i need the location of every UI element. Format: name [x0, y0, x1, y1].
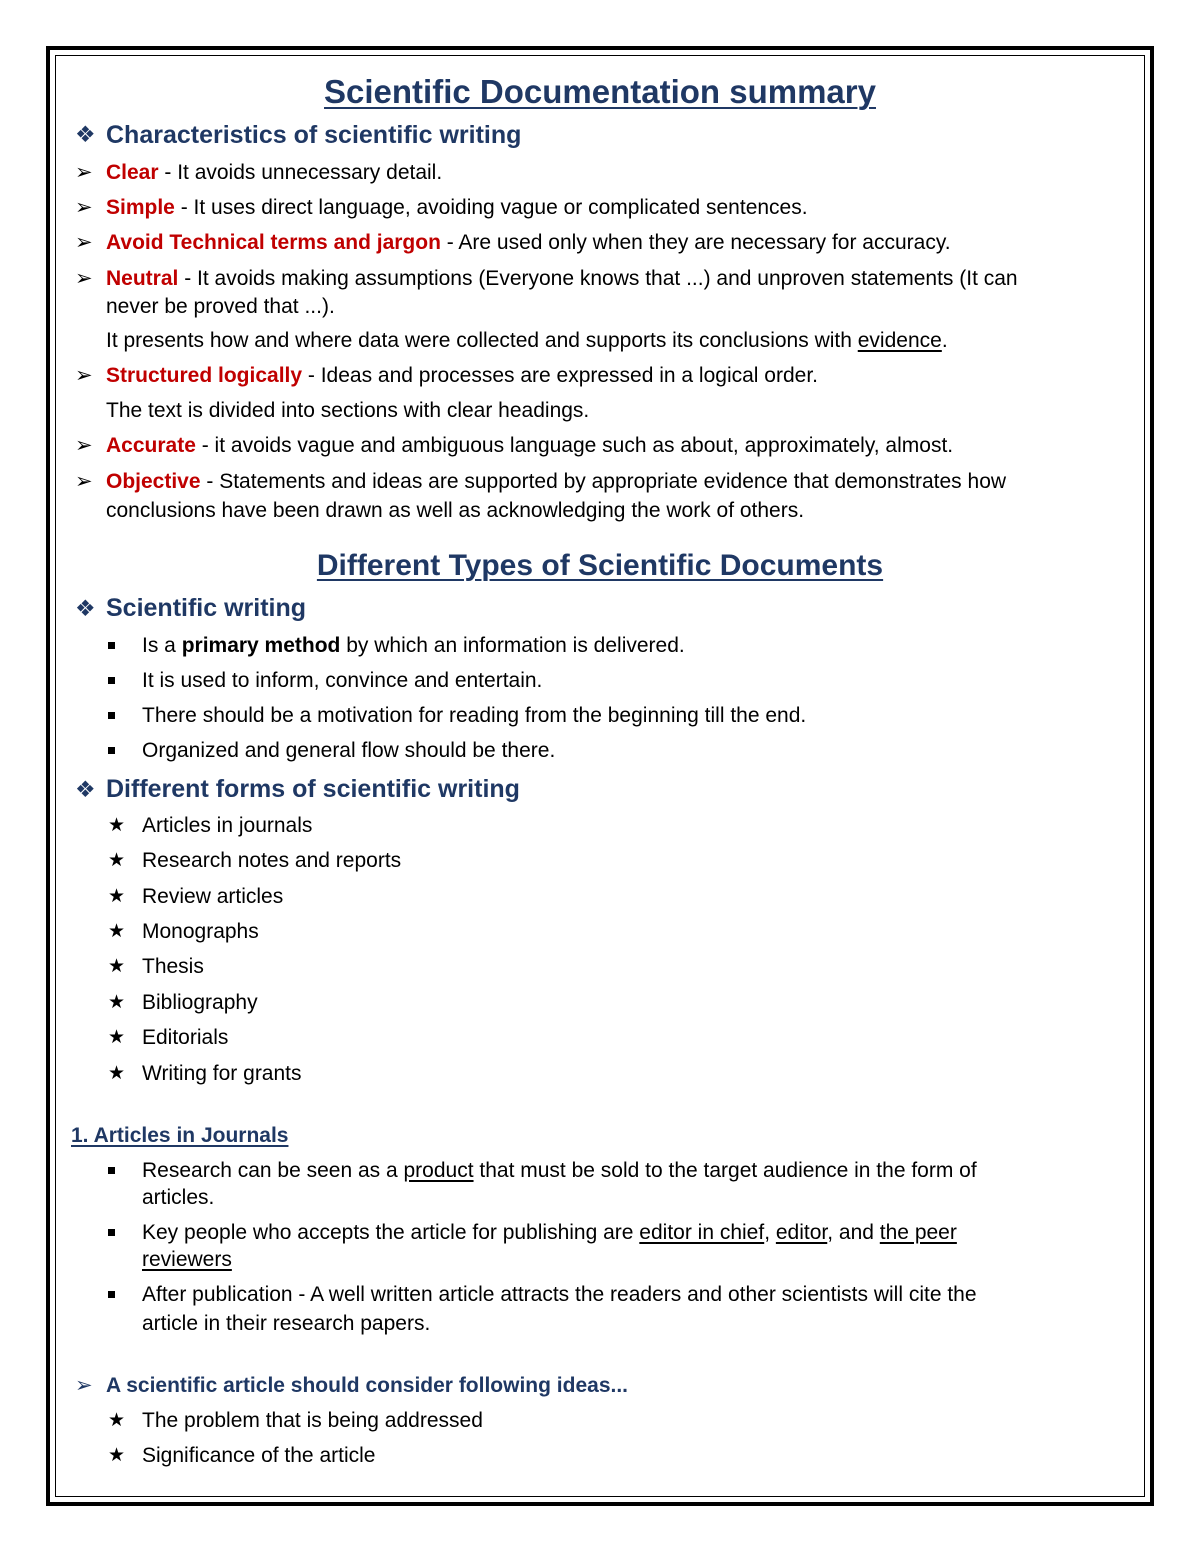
- arrow-bullet-icon: ➢: [75, 434, 93, 457]
- characteristic-neutral-extra: It presents how and where data were collected and supports its conclusions with evidence.: [106, 329, 948, 352]
- characteristic-structured-extra: The text is divided into sections with clear headings.: [106, 399, 590, 422]
- form-item: Monographs: [142, 920, 259, 943]
- articles-bullet-2-line2: reviewers: [142, 1248, 232, 1271]
- square-bullet-icon: [108, 1291, 115, 1298]
- characteristic-avoid-jargon: Avoid Technical terms and jargon - Are used only when they are necessary for accuracy.: [106, 231, 951, 254]
- forms-heading: Different forms of scientific writing: [106, 775, 520, 803]
- page-title: Scientific Documentation summary: [324, 73, 876, 110]
- articles-bullet-1-line2: articles.: [142, 1186, 215, 1209]
- writing-item: Is a primary method by which an information is delivered.: [142, 634, 685, 657]
- form-item: Articles in journals: [142, 814, 313, 837]
- star-bullet-icon: ★: [108, 815, 126, 836]
- consider-heading: A scientific article should consider following ideas...: [106, 1374, 628, 1397]
- star-bullet-icon: ★: [108, 956, 126, 977]
- arrow-bullet-icon: ➢: [75, 470, 93, 493]
- scientific-writing-heading: Scientific writing: [106, 594, 307, 622]
- characteristic-neutral: Neutral - It avoids making assumptions (Everyone knows that ...) and unproven statements (It can: [106, 267, 1018, 290]
- star-bullet-icon: ★: [108, 1063, 126, 1084]
- writing-item: Organized and general flow should be there.: [142, 739, 556, 762]
- diamond-bullet-icon: ❖: [75, 776, 96, 802]
- square-bullet-icon: [108, 747, 115, 754]
- star-bullet-icon: ★: [108, 992, 126, 1013]
- consider-item: The problem that is being addressed: [142, 1409, 483, 1432]
- articles-heading: 1. Articles in Journals: [71, 1124, 289, 1147]
- form-item: Review articles: [142, 885, 284, 908]
- square-bullet-icon: [108, 712, 115, 719]
- arrow-bullet-icon: ➢: [75, 267, 93, 290]
- form-item: Editorials: [142, 1026, 229, 1049]
- form-item: Research notes and reports: [142, 849, 402, 872]
- diamond-bullet-icon: ❖: [75, 595, 96, 621]
- form-item: Bibliography: [142, 991, 258, 1014]
- types-title: Different Types of Scientific Documents: [316, 549, 884, 582]
- diamond-bullet-icon: ❖: [75, 121, 96, 147]
- writing-item: It is used to inform, convince and entertain.: [142, 669, 543, 692]
- arrow-bullet-icon: ➢: [75, 231, 93, 254]
- arrow-bullet-icon: ➢: [75, 196, 93, 219]
- characteristic-accurate: Accurate - it avoids vague and ambiguous language such as about, approximately, almost.: [106, 434, 954, 457]
- star-bullet-icon: ★: [108, 850, 126, 871]
- form-item: Writing for grants: [142, 1062, 302, 1085]
- writing-item: There should be a motivation for reading from the beginning till the end.: [142, 704, 807, 727]
- characteristic-objective: Objective - Statements and ideas are supported by appropriate evidence that demonstrates how: [106, 470, 1007, 493]
- arrow-bullet-icon: ➢: [75, 1374, 93, 1397]
- star-bullet-icon: ★: [108, 1410, 126, 1431]
- arrow-bullet-icon: ➢: [75, 364, 93, 387]
- characteristic-objective-line2: conclusions have been drawn as well as acknowledging the work of others.: [106, 499, 805, 522]
- characteristic-structured: Structured logically - Ideas and processes are expressed in a logical order.: [106, 364, 819, 387]
- characteristics-heading: Characteristics of scientific writing: [106, 121, 522, 149]
- articles-bullet-2: Key people who accepts the article for publishing are editor in chief, editor, and the peer: [142, 1221, 957, 1244]
- consider-item: Significance of the article: [142, 1444, 376, 1467]
- square-bullet-icon: [108, 1229, 115, 1236]
- articles-bullet-1: Research can be seen as a product that must be sold to the target audience in the form of: [142, 1159, 977, 1182]
- square-bullet-icon: [108, 642, 115, 649]
- arrow-bullet-icon: ➢: [75, 161, 93, 184]
- articles-bullet-3: After publication - A well written article attracts the readers and other scientists will cite the: [142, 1283, 977, 1306]
- square-bullet-icon: [108, 1167, 115, 1174]
- characteristic-simple: Simple - It uses direct language, avoiding vague or complicated sentences.: [106, 196, 808, 219]
- form-item: Thesis: [142, 955, 204, 978]
- characteristic-neutral-line2: never be proved that ...).: [106, 295, 335, 318]
- star-bullet-icon: ★: [108, 1027, 126, 1048]
- star-bullet-icon: ★: [108, 1445, 126, 1466]
- articles-bullet-3-line2: article in their research papers.: [142, 1312, 431, 1335]
- characteristic-clear: Clear - It avoids unnecessary detail.: [106, 161, 443, 184]
- star-bullet-icon: ★: [108, 886, 126, 907]
- star-bullet-icon: ★: [108, 921, 126, 942]
- square-bullet-icon: [108, 677, 115, 684]
